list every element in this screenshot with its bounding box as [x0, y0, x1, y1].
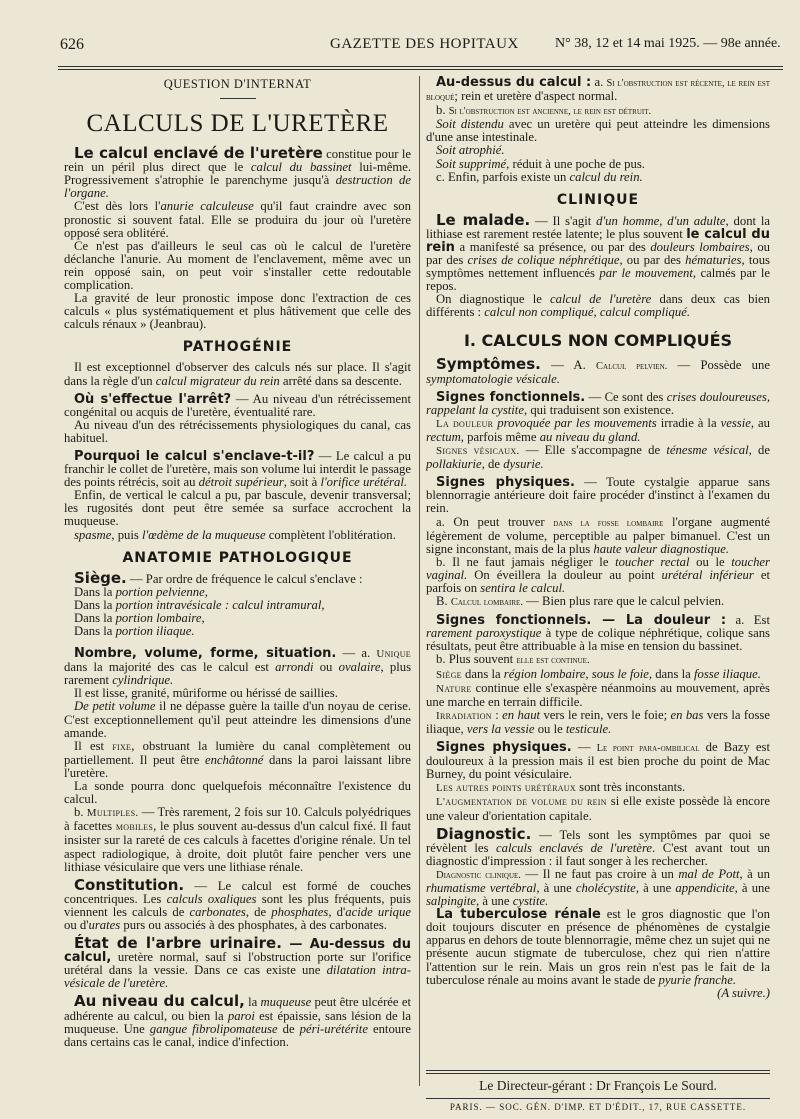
paragraph: Pourquoi le calcul s'enclave-t-il? — Le calcul a pu franchir le collet de l'uretère, mais son volume lui interdit le passage des points rétrécis, soit au détroit supérieur, soit à l'orifice urétéral.: [64, 448, 411, 490]
paragraph: Diagnostic. — Tels sont les symptômes par quoi se révèlent les calculs enclavés de l'uretère. C'est avant tout un diagnostic d'impression : il faut songer à les rechercher.: [426, 824, 771, 868]
paragraph: Soit atrophié.: [436, 143, 505, 158]
paragraph: On diagnostique le calcul de l'uretère dans deux cas bien différents : calcul non compliqué, calcul compliqué.: [426, 292, 770, 320]
paragraph: Signes physiques. — Le point para-ombilical de Bazy est douloureux à la pression mais il est bien proche du point de Mac Burney, du point vésiculaire.: [426, 740, 771, 782]
list-item: Dans la portion pelvienne,: [74, 584, 208, 599]
printer-line: PARIS. — SOC. GÉN. D'IMP. ET D'ÉDIT., 17, RUE CASSETTE.: [449, 1102, 747, 1112]
paragraph: Il est fixe, obstruant la lumière du canal complètement ou partiellement. Il peut être enchâtonné dans la paroi laissant libre l'uretère.: [64, 738, 411, 780]
paragraph: spasme, puis l'œdème de la muqueuse complètent l'oblitération.: [74, 527, 396, 542]
paragraph: b. Si l'obstruction est ancienne, le rein est détruit.: [436, 103, 652, 118]
siege-list: [64, 586, 411, 638]
paragraph: Le malade. — Il s'agit d'un homme, d'un adulte, dont la lithiase est rarement restée latente; le plus souvent le calcul du rein a manifesté sa présence, ou par des douleurs lombaires, ou par des crises de colique néphrétique, ou par des hématuries, tous symptômes nettement influencés par le mouvement, calmés par le repos.: [426, 210, 771, 294]
paragraph: La sonde pourra donc quelquefois méconnaître l'existence du calcul.: [64, 779, 411, 807]
paragraph: Signes physiques. — Toute cystalgie apparue sans blennorragie antérieure doit faire procéder d'instinct à l'examen du rein.: [426, 475, 770, 516]
section-heading-non-compliques: I. CALCULS NON COMPLIQUÉS: [463, 330, 733, 350]
page-number: 626: [60, 36, 84, 53]
article-title: CALCULS DE L'URETÈRE: [86, 110, 389, 138]
footer-rule: [426, 1070, 770, 1074]
paragraph: b. Il ne faut jamais négliger le toucher rectal ou le toucher vaginal. On éveillera la douleur au point urétéral inférieur et parfois on sentira le calcul.: [426, 554, 770, 595]
paragraph: Nature continue elle s'exaspère néanmoins au mouvement, après une marche en terrain difficile.: [426, 680, 770, 709]
paragraph: Constitution. — Le calcul est formé de couches concentriques. Les calculs oxaliques sont les plus fréquents, puis viennent les calculs de carbonates, de phosphates, d'acide urique ou d'urates purs ou associés à des phosphates, à des carbonates.: [64, 875, 411, 932]
paragraph: De petit volume il ne dépasse guère la taille d'un noyau de cerise. C'est exceptionnellement qu'il peut atteindre les dimensions d'une amande.: [64, 699, 411, 740]
paragraph: Au niveau d'un des rétrécissements physiologiques du canal, cas habituel.: [64, 417, 411, 445]
paragraph: c. Enfin, parfois existe un calcul du rein.: [436, 169, 643, 184]
paragraph: La gravité de leur pronostic impose donc l'extraction de ces calculs « plus systématiquement et plus hâtivement que celle des calculs rénaux » (Jeanbrau).: [64, 291, 411, 332]
section-heading-pathogenie: PATHOGÉNIE: [182, 339, 293, 356]
paragraph: B. Calcul lombaire. — Bien plus rare que le calcul pelvien.: [436, 594, 725, 609]
paragraph: La douleur provoquée par les mouvements irradie à la vessie, au rectum, parfois même au niveau du gland.: [426, 415, 770, 444]
paragraph: L'augmentation de volume du rein si elle existe possède là encore une valeur d'orientation capitale.: [426, 794, 770, 823]
paragraph: Siège. — Par ordre de fréquence le calcul s'enclave :: [74, 568, 363, 587]
paragraph: b. Multiples. — Très rarement, 2 fois sur 10. Calculs polyédriques à facettes mobiles, le plus souvent au-dessus d'un calcul fixé. Il faut insister sur la rareté de ces calculs à facettes d'origine rénale. Un tel aspect radiologique, à droite, doit plutôt faire pencher vers une lithiase vésiculaire que vers une lithiase rénale.: [64, 805, 411, 874]
section-heading-clinique: CLINIQUE: [556, 191, 640, 208]
paragraph: Enfin, de vertical le calcul a pu, par bascule, devenir transversal; les rugosités dont peut être semée sa surface accrochent la muqueuse.: [64, 488, 411, 529]
running-header: [0, 36, 800, 64]
paragraph: Au-dessus du calcul : a. Si l'obstruction est récente, le rein est bloqué; rein et uretère d'aspect normal.: [426, 75, 770, 104]
left-column: [64, 76, 411, 1049]
paragraph: C'est dès lors l'anurie calculeuse qu'il faut craindre avec son pronostic si souvent fatal. Elle se produira du jour où l'uretère opposé sera oblitéré.: [64, 199, 411, 240]
paragraph: Diagnostic clinique. — Il ne faut pas croire à un mal de Pott, à un rhumatisme vertébral, à une cholécystite, à une appendicite, à une salpingite, à une cystite.: [426, 866, 771, 909]
imprint-footer: [426, 1070, 770, 1112]
paragraph: Signes vésicaux. — Elle s'accompagne de ténesme vésical, de pollakiurie, de dysurie.: [426, 443, 770, 472]
paragraph: Au niveau du calcul, la muqueuse peut être ulcérée et adhérente au calcul, ou bien la paroi est épaissie, sans lésion de la muqueuse. Une gangue fibrolipomateuse de péri-urétérite entoure dans certains cas le canal, indice d'infection.: [64, 992, 411, 1049]
paragraph: Signes fonctionnels. — Ce sont des crises douloureuses, rappelant la cystite, qui traduisent son existence.: [426, 389, 770, 417]
paragraph: La tuberculose rénale est le gros diagnostic que l'on doit toujours discuter en présence de phénomènes de cystalgie apparus en dehors de toute blennorragie, même chez un sujet qui ne présente aucun stigmate de tuberculose, chez qui rien n'attire l'attention sur le rein. Mais un gros rein n'est pas le fait de la tuberculose rénale au moins avant le stade de pyurie franche.: [426, 907, 770, 987]
continued-note: (A suivre.): [717, 985, 770, 1000]
list-item: Dans la portion intravésicale : calcul intramural,: [74, 597, 325, 612]
director-line: Le Directeur-gérant : Dr François Le Sourd.: [479, 1078, 717, 1093]
paragraph: Les autres points urétéraux sont très inconstants.: [436, 780, 686, 795]
intro-paragraph: Le calcul enclavé de l'uretère constitue pour le rein un péril plus direct que le calcul du bassinet lui-même. Progressivement s'atrophie le parenchyme jusqu'à destruction de l'organe.: [64, 144, 412, 201]
paragraph: Où s'effectue l'arrêt? — Au niveau d'un rétrécissement congénital ou acquis de l'uretère, éventualité rare.: [64, 391, 411, 419]
paragraph: Ce n'est pas d'ailleurs le seul cas où le calcul de l'uretère déclanche l'anurie. Au moment de l'enclavement, même avec un rein opposé sain, on peut voir s'installer cette redoutable complication.: [64, 238, 411, 293]
paragraph: Siège dans la région lombaire, sous le foie, dans la fosse iliaque.: [436, 666, 761, 681]
list-item: Dans la portion lombaire,: [74, 610, 205, 625]
paragraph: Irradiation : en haut vers le rein, vers le foie; en bas vers la fosse iliaque, vers la vessie ou le testicule.: [426, 707, 770, 736]
right-column: [426, 76, 770, 1000]
paragraph: État de l'arbre urinaire. — Au-dessus du calcul, uretère normal, sauf si l'obstruction porte sur l'orifice urétéral dans la vessie. Dans ce cas existe une dilatation intra-vésicale de l'uretère.: [64, 934, 412, 991]
paragraph: Soit supprimé, réduit à une poche de pus.: [436, 156, 645, 171]
paragraph: Il est exceptionnel d'observer des calculs nés sur place. Il s'agit dans la règle d'un calcul migrateur du rein arrêté dans sa descente.: [64, 360, 411, 388]
header-rule: [58, 66, 783, 70]
column-divider: [419, 76, 420, 1086]
paragraph: Il est lisse, granité, mûriforme ou hérissé de saillies.: [74, 686, 338, 701]
paragraph: Signes fonctionnels. — La douleur : a. Est rarement paroxystique à type de colique néphrétique, colique sans résultats, peut être attribuable à la mise en tension du bassinet.: [426, 613, 770, 654]
list-item: Dans la portion iliaque.: [74, 624, 195, 638]
section-heading-anatomie: ANATOMIE PATHOLOGIQUE: [122, 549, 353, 566]
paragraph: a. On peut trouver dans la fosse lombaire l'organe augmenté légèrement de volume, perceptible au palper bimanuel. C'est un signe inconstant, mais de la plus haute valeur diagnostique.: [426, 514, 770, 556]
issue-info: N° 38, 12 et 14 mai 1925. — 98e année.: [555, 36, 781, 51]
paragraph: Symptômes. — A. Calcul pelvien. — Possède une symptomatologie vésicale.: [426, 354, 770, 386]
journal-title: GAZETTE DES HOPITAUX: [330, 36, 519, 52]
article-kicker: QUESTION D'INTERNAT: [163, 77, 312, 91]
paragraph: Soit distendu avec un uretère qui peut atteindre les dimensions d'une anse intestinale.: [426, 117, 770, 145]
paragraph: b. Plus souvent elle est continue.: [436, 652, 590, 667]
kicker-rule: [220, 98, 256, 99]
paragraph: Nombre, volume, forme, situation. — a. Unique dans la majorité des cas le calcul est arrondi ou ovalaire, plus rarement cylindrique.: [64, 646, 412, 688]
